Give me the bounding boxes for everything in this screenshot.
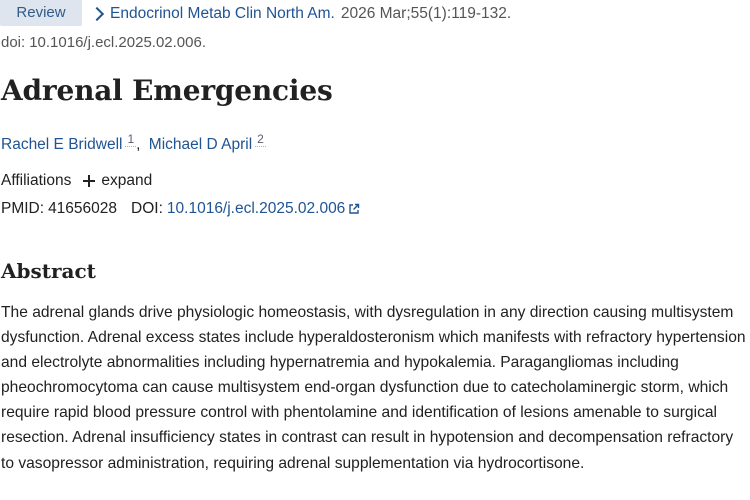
external-link-icon xyxy=(348,203,360,215)
doi-value: 10.1016/j.ecl.2025.02.006. xyxy=(29,34,207,51)
chevron-right-icon xyxy=(90,7,104,21)
plus-icon xyxy=(83,175,95,187)
abstract-heading: Abstract xyxy=(1,259,96,283)
doi-link-text: 10.1016/j.ecl.2025.02.006 xyxy=(166,200,346,217)
affiliation-marker[interactable]: 1 xyxy=(127,132,135,146)
citation-doi xyxy=(1,33,206,53)
citation-date-volume-pages: 2026 Mar;55(1):119-132. xyxy=(340,5,512,22)
doi-label: DOI: xyxy=(131,200,163,217)
author-separator: , xyxy=(136,136,141,154)
expand-label: expand xyxy=(101,172,153,189)
affiliations-label: Affiliations xyxy=(1,172,72,189)
author-link[interactable]: Rachel E Bridwell xyxy=(1,136,123,154)
doi-prefix: doi: xyxy=(1,34,26,51)
journal-link[interactable]: Endocrinol Metab Clin North Am. xyxy=(110,5,335,22)
identifiers-row xyxy=(1,199,360,219)
pmid-value: 41656028 xyxy=(48,200,118,217)
abstract-text: The adrenal glands drive physiologic homeostasis, with dysregulation in any direction causing multisystem dysfunction. Adrenal excess states include hyperaldosteronism which manifests with refractory hypertension and electrolyte abnormalities including hypernatremia and hypokalemia. Paragangliomas including pheochromocytoma can cause multisystem end-organ dysfunction due to catecholaminergic storm, which require rapid blood pressure control with phentolamine and identification of lesions amenable to surgical resection. Adrenal insufficiency states in contrast can result in hypotension and decompensation refractory to vasopressor administration, requiring adrenal supplementation via hydrocortisone. xyxy=(1,304,746,472)
article-title: Adrenal Emergencies xyxy=(1,74,333,107)
affiliation-marker[interactable]: 2 xyxy=(257,132,264,146)
citation-line xyxy=(92,4,511,24)
author-list xyxy=(1,132,266,156)
affiliations-expand-button[interactable] xyxy=(83,171,152,191)
author-link[interactable]: Michael D April xyxy=(148,136,253,154)
doi-link[interactable] xyxy=(167,199,360,219)
pmid-label: PMID: xyxy=(1,200,45,217)
publication-type-badge: Review xyxy=(0,0,82,26)
affiliations-row xyxy=(1,171,152,191)
